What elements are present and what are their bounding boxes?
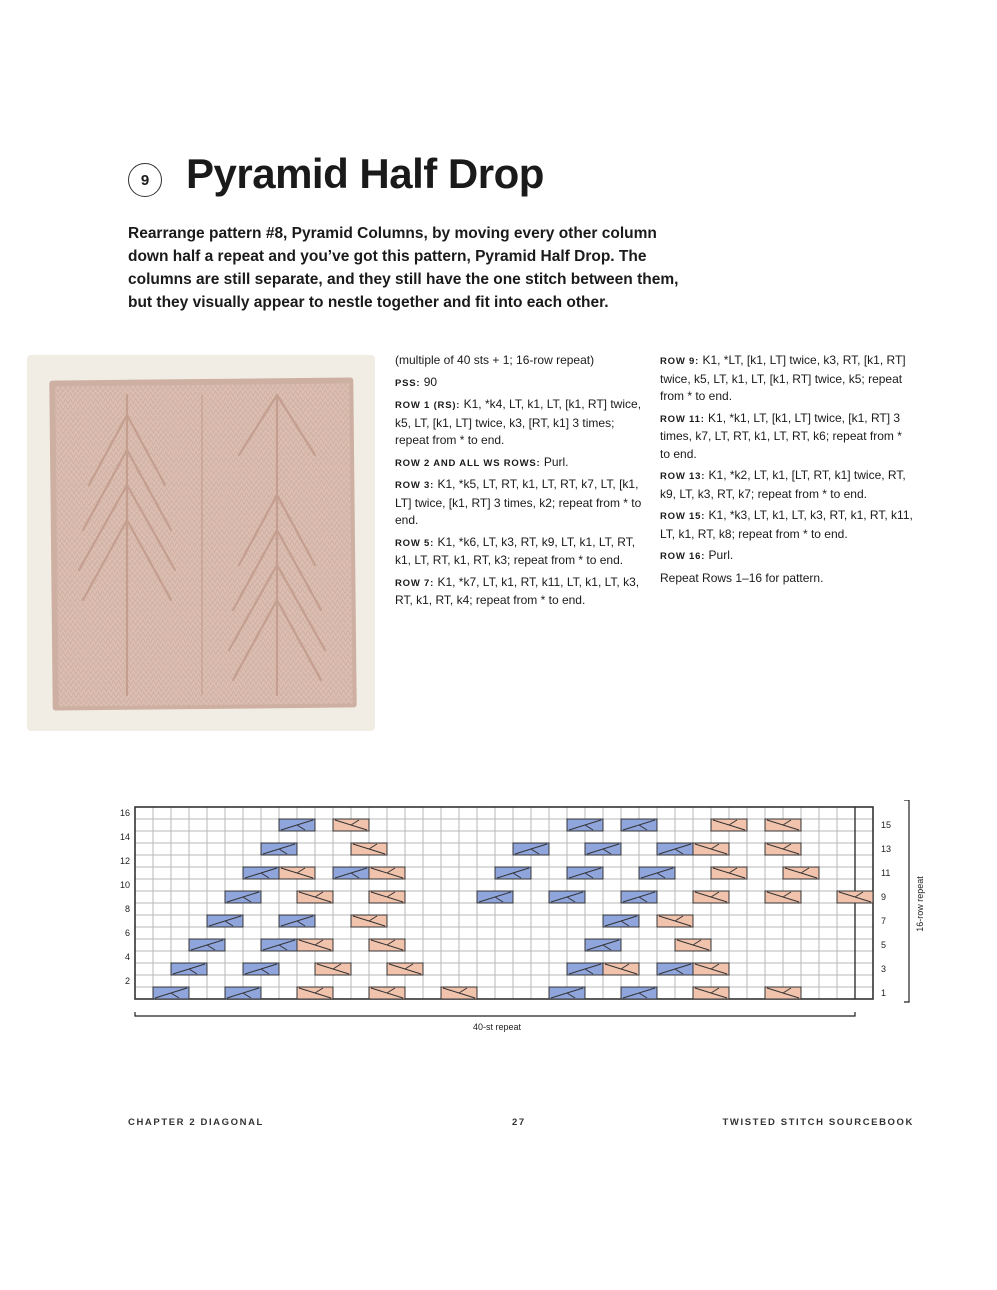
row-number-left: 6 <box>124 928 130 938</box>
left-twist-symbol <box>279 915 315 927</box>
row-instruction <box>395 534 645 570</box>
left-twist-symbol <box>333 867 369 879</box>
left-twist-symbol <box>261 843 297 855</box>
left-twist-symbol <box>549 987 585 999</box>
right-twist-symbol <box>369 939 405 951</box>
right-twist-symbol <box>387 963 423 975</box>
right-twist-symbol <box>441 987 477 999</box>
right-twist-symbol <box>297 987 333 999</box>
left-twist-symbol <box>567 819 603 831</box>
left-twist-symbol <box>495 867 531 879</box>
left-twist-symbol <box>261 939 297 951</box>
right-twist-symbol <box>765 843 801 855</box>
repeat-note: Repeat Rows 1–16 for pattern. <box>660 570 824 585</box>
row-label: ROW 16: <box>660 551 706 562</box>
left-twist-symbol <box>549 891 585 903</box>
row-number-right: 5 <box>881 940 887 950</box>
right-twist-symbol <box>693 987 729 999</box>
row-instruction <box>395 396 645 450</box>
left-twist-symbol <box>621 819 657 831</box>
row-label: ROW 5: <box>395 537 435 549</box>
right-twist-symbol <box>711 819 747 831</box>
right-twist-symbol <box>783 867 819 879</box>
left-twist-symbol <box>243 963 279 975</box>
right-twist-symbol <box>693 963 729 975</box>
left-twist-symbol <box>657 963 693 975</box>
right-twist-symbol <box>279 867 315 879</box>
row-label: ROW 13: <box>660 471 706 482</box>
right-twist-symbol <box>711 867 747 879</box>
row-repeat-caption: 16-row repeat <box>915 876 925 932</box>
row-label: ROW 11: <box>660 413 705 425</box>
left-twist-symbol <box>657 843 693 855</box>
row-number-right: 13 <box>881 844 892 854</box>
row-number-left: 4 <box>124 952 130 962</box>
row-number-left: 2 <box>124 976 130 986</box>
right-twist-symbol <box>765 987 801 999</box>
row-text: K1, *k1, LT, [k1, LT] twice, [k1, RT] 3 times, k7, LT, RT, k1, LT, RT, k6; repeat from * to end. <box>660 410 902 461</box>
stitch-multiple: (multiple of 40 sts + 1; 16-row repeat) <box>395 353 595 367</box>
row-instruction <box>660 507 915 543</box>
chart-svg <box>112 800 952 1040</box>
left-twist-symbol <box>585 843 621 855</box>
left-twist-symbol <box>477 891 513 903</box>
left-twist-symbol <box>621 891 657 903</box>
row-label: ROW 9: <box>660 356 700 367</box>
row-number-left: 8 <box>124 904 130 914</box>
instructions-right-column <box>660 352 915 591</box>
right-twist-symbol <box>351 843 387 855</box>
row-number-right: 1 <box>881 988 887 998</box>
row-text: K1, *k3, LT, k1, LT, k3, RT, k1, RT, k11, LT, k1, RT, k8; repeat from * to end. <box>660 508 913 541</box>
right-twist-symbol <box>369 891 405 903</box>
row-text: Purl. <box>708 548 734 562</box>
right-twist-symbol <box>693 891 729 903</box>
row-instruction <box>660 352 915 406</box>
row-text: K1, *k4, LT, k1, LT, [k1, RT] twice, k5, LT, [k1, LT] twice, k3, [RT, k1] 3 times; repeat from * to end. <box>395 397 642 447</box>
right-twist-symbol <box>369 987 405 999</box>
row-number-left: 12 <box>119 856 130 866</box>
right-twist-symbol <box>297 891 333 903</box>
row-repeat-bracket <box>904 800 909 1002</box>
left-twist-symbol <box>567 963 603 975</box>
row-text: K1, *k6, LT, k3, RT, k9, LT, k1, LT, RT, k1, LT, RT, k1, RT, k3; repeat from * to end. <box>395 534 636 567</box>
left-twist-symbol <box>243 867 279 879</box>
row-number-right: 7 <box>881 916 887 926</box>
row-text: K1, *k5, LT, RT, k1, LT, RT, k7, LT, [k1, LT] twice, [k1, RT] 3 times, k2; repeat from * to end. <box>395 477 642 527</box>
left-twist-symbol <box>513 843 549 855</box>
row-label: ROW 1 (RS): <box>395 400 461 411</box>
right-twist-symbol <box>333 819 369 831</box>
left-twist-symbol <box>639 867 675 879</box>
left-twist-symbol <box>621 987 657 999</box>
row-number-left: 14 <box>119 832 130 842</box>
right-twist-symbol <box>297 939 333 951</box>
left-twist-symbol <box>603 915 639 927</box>
row-number-left: 16 <box>119 808 130 818</box>
row-label: ROW 15: <box>660 511 706 522</box>
row-number-right: 15 <box>881 820 892 830</box>
pss-label: PSS: <box>395 377 421 389</box>
right-twist-symbol <box>315 963 351 975</box>
instructions-left-column <box>395 352 645 614</box>
right-twist-symbol <box>657 915 693 927</box>
row-text: K1, *LT, [k1, LT] twice, k3, RT, [k1, RT] twice, k5, LT, k1, LT, [k1, RT] twice, k5; repeat from * to end. <box>660 353 906 403</box>
pattern-number-badge: 9 <box>128 163 162 197</box>
intro-paragraph: Rearrange pattern #8, Pyramid Columns, by moving every other column down half a repeat and you’ve got this pattern, Pyramid Half Drop. The columns are still separate, and they still have the one stitch between them, but they visually appear to nestle together and fit into each other. <box>128 225 679 311</box>
row-label: ROW 7: <box>395 577 435 589</box>
row-instruction <box>395 454 645 473</box>
right-twist-symbol <box>765 819 801 831</box>
footer-chapter: CHAPTER 2 DIAGONAL <box>128 1117 264 1128</box>
footer-book-title: TWISTED STITCH SOURCEBOOK <box>722 1117 914 1128</box>
left-twist-symbol <box>189 939 225 951</box>
row-number-right: 9 <box>881 892 887 902</box>
stitch-repeat-bracket <box>135 1012 855 1016</box>
row-text: Purl. <box>543 454 569 469</box>
knitted-swatch-photo <box>27 355 375 731</box>
left-twist-symbol <box>225 891 261 903</box>
left-twist-symbol <box>153 987 189 999</box>
row-text: K1, *k2, LT, k1, [LT, RT, k1] twice, RT, k9, LT, k3, RT, k7; repeat from * to end. <box>660 468 906 501</box>
right-twist-symbol <box>675 939 711 951</box>
left-twist-symbol <box>207 915 243 927</box>
footer-page-number: 27 <box>512 1117 526 1128</box>
row-instruction <box>660 410 915 464</box>
row-instruction <box>395 476 645 530</box>
row-number-right: 11 <box>881 868 891 878</box>
right-twist-symbol <box>837 891 873 903</box>
pss-line <box>395 374 645 393</box>
stitch-repeat-caption: 40-st repeat <box>472 1022 522 1032</box>
left-twist-symbol <box>225 987 261 999</box>
row-instruction <box>660 547 915 566</box>
knitting-chart <box>112 800 952 1040</box>
row-number-left: 10 <box>119 880 130 890</box>
left-twist-symbol <box>171 963 207 975</box>
left-twist-symbol <box>585 939 621 951</box>
row-label: ROW 2 AND ALL WS ROWS: <box>395 457 541 469</box>
row-label: ROW 3: <box>395 480 435 491</box>
page-title: Pyramid Half Drop <box>186 150 544 197</box>
right-twist-symbol <box>693 843 729 855</box>
row-instruction <box>660 467 915 503</box>
row-text: K1, *k7, LT, k1, RT, k11, LT, k1, LT, k3, RT, k1, RT, k4; repeat from * to end. <box>395 574 640 607</box>
right-twist-symbol <box>369 867 405 879</box>
right-twist-symbol <box>765 891 801 903</box>
pss-value: 90 <box>423 374 438 389</box>
right-twist-symbol <box>351 915 387 927</box>
left-twist-symbol <box>567 867 603 879</box>
left-twist-symbol <box>279 819 315 831</box>
row-instruction <box>395 574 645 610</box>
row-number-right: 3 <box>881 964 887 974</box>
right-twist-symbol <box>603 963 639 975</box>
